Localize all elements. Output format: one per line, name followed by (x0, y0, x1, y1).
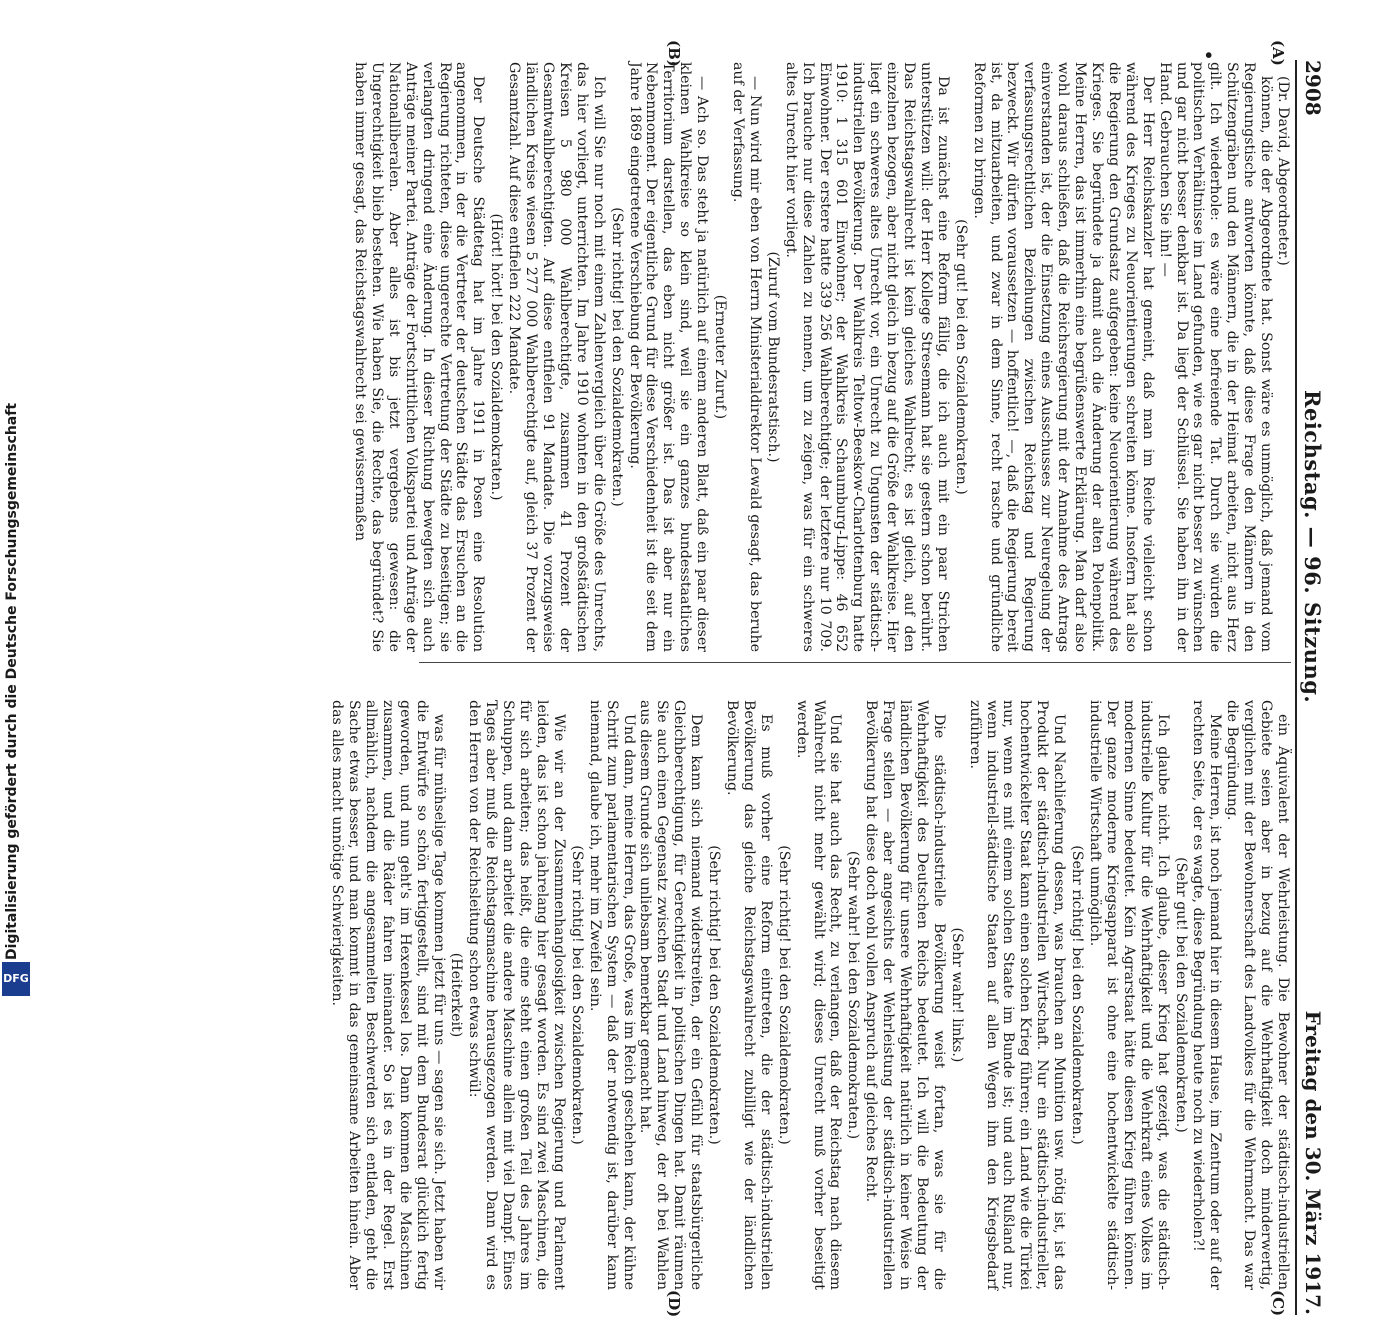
paragraph: Der Deutsche Städtetag hat im Jahre 1911 in Posen eine Resolution angenommen, in der die Vertreter der deutschen Städte das Ersuchen an die Regierung richteten, diese ungerechte Vertretung der Städte zu beseitigen; sie verlangten dringend eine Änderung. In dieser Richtung bewegten sich auch Anträge meiner Partei. Anträge der Fortschrittlichen Volkspartei und Anträge der Nationalliberalen. Aber alles ist bis jetzt vergebens gewesen: die Ungerechtigkeit blieb bestehen. Wie haben Sie, die Rechte, das begründet? Sie haben immer gesagt, das Reichstagswahlrecht sei gewissermaßen (352, 62, 487, 652)
paragraph: — Ach so. Das steht ja natürlich auf einem anderen Blatt, daß ein paar dieser kleinen Wahlkreise so klein sind, weil sie ein ganzes bundesstaatliches Territorium darstellen, das eben nicht größer ist. Das ist aber nur ein Nebenmoment. Der eigentliche Grund für diese Verschiedenheit ist die seit dem Jahre 1869 eingetretene Verschiebung der Bevölkerung. (626, 62, 711, 652)
page-number: 2908 (1301, 60, 1325, 116)
marker-d: (D) (665, 1290, 683, 1317)
marker-a: (A) (1269, 40, 1287, 66)
paragraph: Die städtisch-industrielle Bevölkerung weist fortan, was sie für die Wehrhaftigkeit des Deutschen Reichs bedeutet. Ich will die Bedeutung der ländlichen Bevölkerung für unsere Wehrhaftigkeit natürlich in keiner Weise in Frage stellen — aber angesichts der Wehrleistung der städtisch-industriellen Bevölkerung hat diese doch wohl vollen Anspruch auf gleiches Recht. (863, 700, 947, 1290)
paragraph: Und dann, meine Herren, das Große, was im Reich geschehen kann, der kühne Schritt zum parlamentarischen System — daß der notwendig ist, darüber kann niemand, glaube ich, mehr im Zweifel sein. (586, 700, 637, 1290)
interjection: (Sehr richtig! bei den Sozialdemokraten.) (568, 845, 585, 1145)
page-date: Freitag den 30. März 1917. (1301, 1010, 1325, 1315)
interjection: (Sehr gut! bei den Sozialdemokraten.) (1172, 857, 1189, 1133)
interjection: (Zuruf vom Bundesratstisch.) (764, 251, 781, 463)
paragraph: (Dr. David, Abgeordneter.) (1275, 76, 1291, 266)
interjection: (Heiterkeit) (448, 952, 465, 1038)
left-column (351, 62, 1291, 652)
interjection: (Sehr richtig! bei den Sozialdemokraten.) (608, 207, 625, 507)
header-rule (1295, 60, 1297, 1315)
paragraph: Der Herr Reichskanzler hat gemeint, daß man im Reiche vielleicht schon während des Krieges zu Neuorientierungen schreiten könne. Insofern hat also die Regierung den Grundsatz aufgegeben: keine Neuorientierung während des Krieges. Sie begründete ja damit auch die Änderung der alten Polenpolitik. Meine Herren, das ist immerhin eine begrüßenswerte Erklärung. Man darf also wohl daraus schließen, daß die Reichsregierung mit der Annahme des Antrags einverstanden ist, der die Einsetzung eines Ausschusses zur Neuregelung der verfassungsrechtlichen Beziehungen zwischen Reichstag und Regierung bezweckt. Wir dürfen voraussetzen — hoffentlich! —, daß die Regierung bereit ist, da mitzuarbeiten, und zwar in dem Sinne, recht rasche und gründliche Reformen zu bringen. (970, 62, 1156, 652)
interjection: (Hört! hört! bei den Sozialdemokraten.) (488, 213, 505, 501)
paragraph: Dem kann sich niemand widerstreiten, der ein Gefühl für staatsbürgerliche Gleichberechtigung, für Gerechtigkeit in politischen Dingen hat. Damit räumen Sie auch einen Gegensatz zwischen Stadt und Land hinweg, der oft bei Wahlen aus diesem Grunde sich unliebsam bemerkbar gemacht hat. (637, 700, 705, 1290)
marker-c: (C) (1269, 1290, 1287, 1317)
interjection: (Sehr wahr! bei den Sozialdemokraten.) (845, 850, 862, 1140)
interjection: (Erneuter Zuruf.) (712, 294, 729, 420)
right-column (328, 700, 1291, 1290)
digitization-note: Digitalisierung gefördert durch die Deutsche Forschungsgemeinschaft (4, 402, 20, 960)
paragraph: was für mühselige Tage kommen jetzt für uns — sagen sie sich. Jetzt haben wir die Entwürfe so schön fertiggestellt, sind mit dem Bundesrat glücklich fertig geworden, und nun geht's im Hexenkessel los. Dann kommen die Maschinen zusammen, und die Räder fahren ineinander. So ist es in der Regel. Erst allmählich, nachdem die angesammelten Beschwerden sich entladen, geht die Sache etwas besser, und man kommt in das gemeinsame Arbeiten hinein. Aber das alles macht unnötige Schwierigkeiten. (329, 700, 447, 1290)
paragraph: können, die der Abgeordnete hat. Sonst wäre es unmöglich, daß jemand vom Regierungstische antworten könnte, daß diese Frage den Männern in den Schützengräben und den Männern, die in der Heimat arbeiten, nicht aus Herz gilt. Ich wiederhole: es wäre eine befreiende Tat. Durch sie würden die politischen Verhältnisse im Land gefunden, wie es gar nicht besser zu wünschen und gar nicht besser denkbar ist. Da liegt der Schlüssel. Sie haben ihn in der Hand. Gebrauchen Sie ihn! — (1156, 62, 1275, 652)
paragraph: Ich glaube nicht. Ich glaube, dieser Krieg hat gezeigt, was die städtisch-industrielle Kultur für die Wehrhaftigkeit und die Wehrkraft eines Volkes im modernen Sinne bedeutet. Kein Agrarstaat hätte diesen Krieg führen können. Der ganze moderne Kriegsapparat ist ohne eine hochentwickelte städtisch-industrielle Wirtschaft unmöglich. (1087, 700, 1171, 1290)
paragraph: — Nun wird mir eben von Herrn Ministerialdirektor Lewald gesagt, das beruhe auf der Verfassung. (730, 62, 763, 652)
paragraph: Da ist zunächst eine Reform fällig, die ich auch mit ein paar Strichen unterstützen will: der Herr Kollege Stresemann hat sie gestern schon berührt. Das Reichstagswahlrecht ist kein gleiches Wahlrecht; es ist gleich, auf den einzelnen bezogen, aber nicht gleich in bezug auf die Größe der Wahlkreise. Hier liegt ein schweres altes Unrecht vor, ein Unrecht zu Ungunsten der städtisch-industriellen Bevölkerung. Der Wahlkreis Teltow-Beeskow-Charlottenburg hatte 1910: 1 315 601 Einwohner; der Wahlkreis Schaumburg-Lippe: 46 652 Einwohner. Der erstere hatte 339 256 Wahlberechtigte; der letztere nur 10 709. Ich brauche nur diese Zahlen zu nennen, um zu zeigen, was für ein schweres altes Unrecht hier vorliegt. (782, 62, 951, 652)
marker-b: (B) (665, 40, 683, 67)
column-rule (419, 662, 1291, 663)
page-header (1297, 60, 1331, 1315)
paragraph: Es muß vorher eine Reform eintreten, die der städtisch-industriellen Bevölkerung das gleiche Reichstagswahlrecht zubilligt wie der ländlichen Bevölkerung. (724, 700, 774, 1290)
interjection: (Sehr richtig! bei den Sozialdemokraten.) (775, 845, 792, 1145)
interjection: (Sehr wahr! links.) (948, 927, 965, 1063)
paragraph: Und sie hat auch das Recht, zu verlangen, daß der Reichstag nach diesem Wahlrecht nicht mehr gewählt wird; dieses Unrecht muß vorher beseitigt werden. (793, 700, 844, 1290)
margin-bullet: • (1199, 50, 1218, 61)
page-title: Reichstag. — 96. Sitzung. (1300, 390, 1325, 704)
paragraph: Ich will Sie nur noch mit einem Zahlenvergleich über die Größe des Unrechts, das hier vorliegt, unterrichten. Im Jahre 1910 wohnten in den großstädtischen Kreisen 5 980 000 Wahlberechtigte, zusammen 41 Prozent der Gesamtwahlberechtigten. Auf diese entfielen 91 Mandate. Die vorzugsweise ländlichen Kreise wiesen 5 277 000 Wahlberechtigte auf, gleich 37 Prozent der Gesamtzahl. Auf diese entfielen 222 Mandate. (506, 62, 607, 652)
interjection: (Sehr richtig! bei den Sozialdemokraten.) (1069, 845, 1086, 1145)
interjection: (Sehr gut! bei den Sozialdemokraten.) (952, 219, 969, 495)
dfg-logo: DFG (2, 962, 30, 996)
paragraph: ein Äquivalent der Wehrleistung. Die Bewohner der städtisch-industriellen Gebiete seien aber in bezug auf die Wehrhaftigkeit doch minderwertig, verglichen mit der Bewohnerschaft des Landvolkes für die Wehrmacht. Das war die Begründung. (1224, 700, 1291, 1290)
paragraph: Wie wir an der Zusammenhanglosigkeit zwischen Regierung und Parlament leiden, das ist schon jahrelang hier gesagt worden. Es sind zwei Maschinen, die für sich arbeiten; das heißt, die eine steht einen großen Teil des Jahres im Schuppen, und dann arbeitet die andere Maschine allein mit viel Dampf. Eines Tages aber muß die Reichstagsmaschine herausgezogen werden. Dann wird es den Herren von der Reichsleitung schon etwas schwül: (466, 700, 567, 1290)
interjection: (Sehr richtig! bei den Sozialdemokraten.) (706, 845, 723, 1145)
paragraph: Meine Herren, ist noch jemand hier in diesem Hause, im Zentrum oder auf der rechten Seite, der es wagte, diese Begründung heute noch zu wiederholen?! (1190, 700, 1224, 1290)
paragraph: Und Nachlieferung dessen, was brauchen an Munition usw. nötig ist, ist das Produkt der städtisch-industriellen Wirtschaft. Nur ein städtisch-industrieller, hochentwickelter Staat kann einen solchen Krieg führen; ein Land wie die Türkei nur, wenn es mit einem solchen Staate im Bunde ist; und auch Rußland nur, wenn industriell-städtische Staaten auf allen Wegen ihm den Kriegsbedarf zuführen. (966, 700, 1068, 1290)
